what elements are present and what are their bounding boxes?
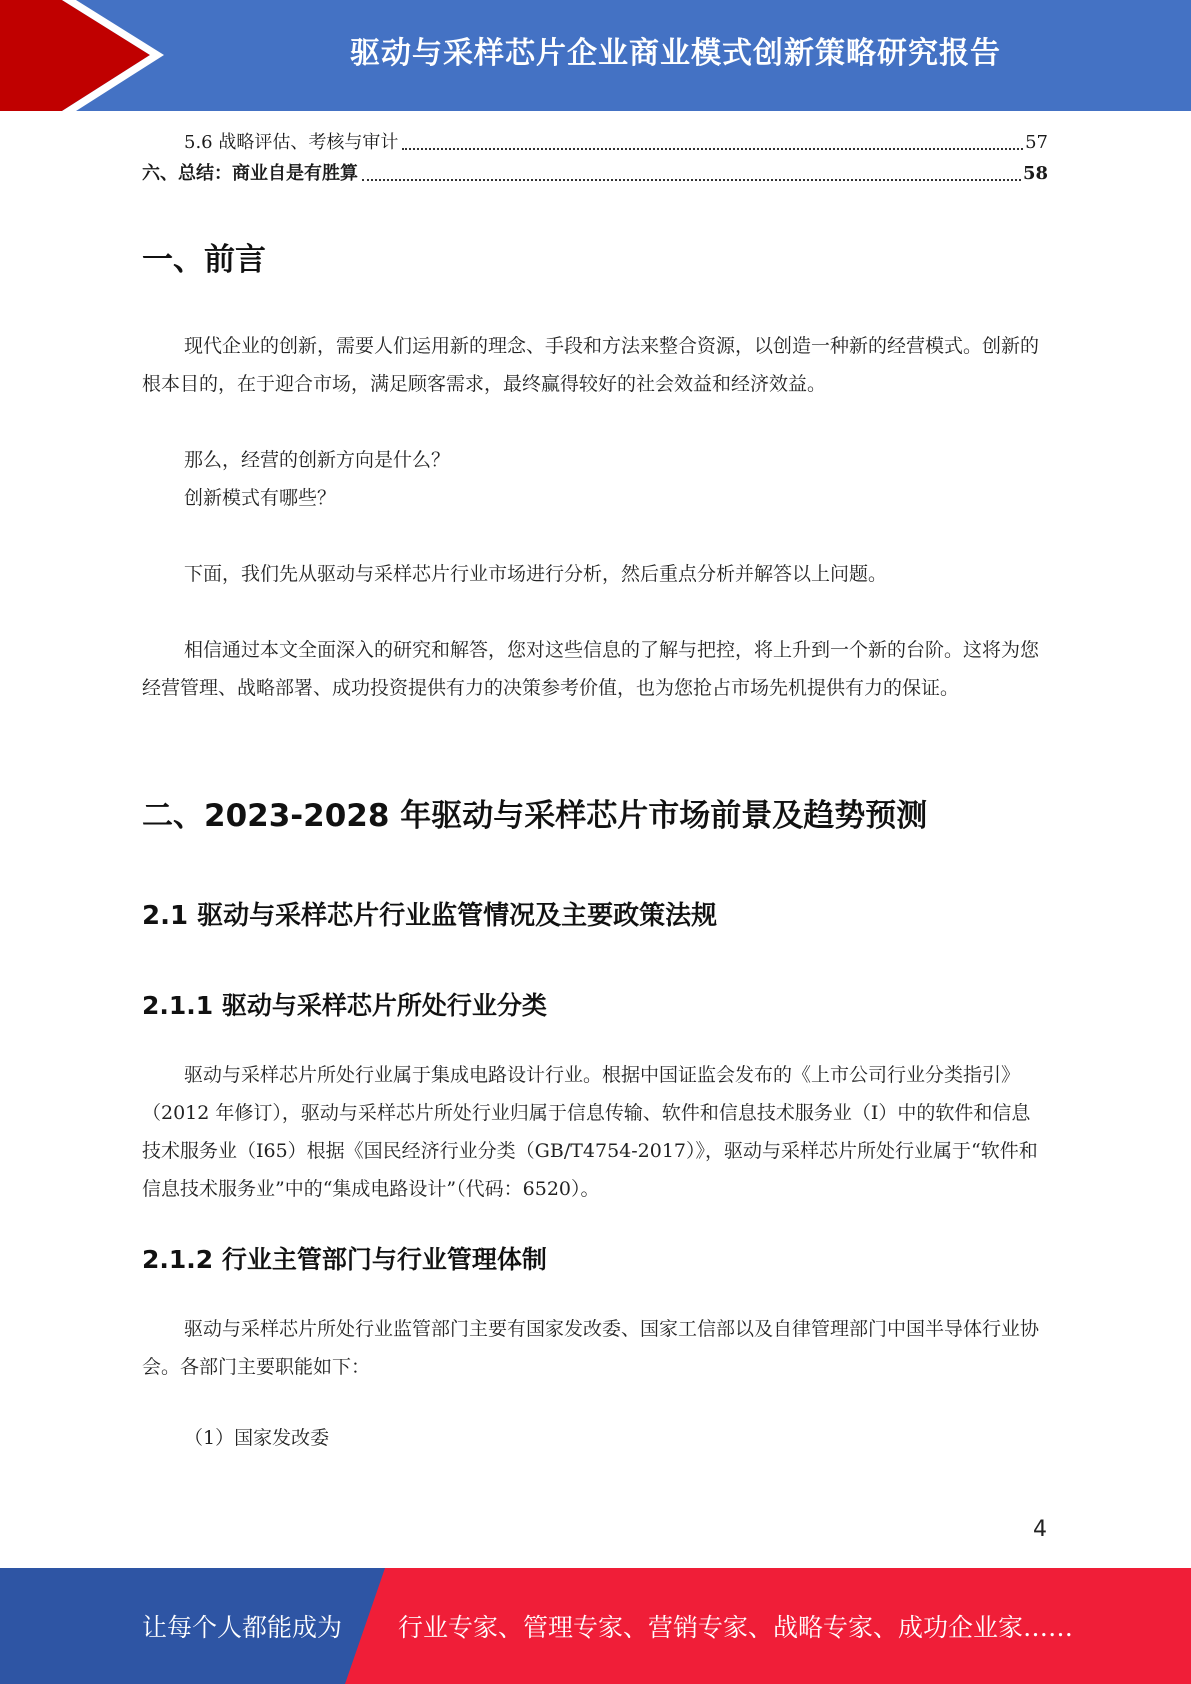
- toc-entry[interactable]: [142, 162, 1048, 186]
- paragraph: 驱动与采样芯片所处行业属于集成电路设计行业。根据中国证监会发布的《上市公司行业分类指引》（2012 年修订），驱动与采样芯片所处行业归属于信息传输、软件和信息技术服务业（I）中的软件和信息技术服务业（I65）根据《国民经济行业分类（GB/T4754-2017）》，驱动与采样芯片所处行业属于“软件和信息技术服务业”中的“集成电路设计”（代码：6520）。: [142, 1064, 1038, 1200]
- question-line: 创新模式有哪些？: [184, 487, 337, 509]
- toc-leader: [362, 179, 1021, 181]
- document-title: 驱动与采样芯片企业商业模式创新策略研究报告: [350, 36, 1001, 71]
- toc-leader: [402, 148, 1023, 150]
- toc-entry-page: 57: [1025, 132, 1048, 153]
- chevron-arrow-icon: [0, 0, 200, 111]
- list-item: （1）国家发改委: [184, 1427, 330, 1449]
- paragraph: 下面，我们先从驱动与采样芯片行业市场进行分析，然后重点分析并解答以上问题。: [184, 563, 888, 585]
- paragraph: 驱动与采样芯片所处行业监管部门主要有国家发改委、国家工信部以及自律管理部门中国半导体行业协会。各部门主要职能如下：: [142, 1318, 1040, 1378]
- section-heading-market-forecast: 二、2023-2028 年驱动与采样芯片市场前景及趋势预测: [142, 798, 928, 834]
- subsubsection-heading: 2.1.1 驱动与采样芯片所处行业分类: [142, 991, 547, 1020]
- toc-entry-title: 5.6 战略评估、考核与审计: [184, 132, 399, 153]
- toc-entry-page: 58: [1022, 163, 1048, 184]
- toc-entry-title: 六、总结：商业自是有胜算: [142, 163, 358, 184]
- section-heading-preface: 一、前言: [142, 242, 266, 278]
- footer-slogan-right: 行业专家、管理专家、营销专家、战略专家、成功企业家……: [398, 1613, 1074, 1642]
- subsubsection-heading: 2.1.2 行业主管部门与行业管理体制: [142, 1245, 547, 1274]
- page-number: 4: [1033, 1517, 1047, 1542]
- paragraph: 现代企业的创新，需要人们运用新的理念、手段和方法来整合资源，以创造一种新的经营模式。创新的根本目的，在于迎合市场，满足顾客需求，最终赢得较好的社会效益和经济效益。: [142, 335, 1040, 395]
- question-line: 那么，经营的创新方向是什么？: [184, 449, 451, 471]
- paragraph: 相信通过本文全面深入的研究和解答，您对这些信息的了解与把控，将上升到一个新的台阶。这将为您经营管理、战略部署、成功投资提供有力的决策参考价值，也为您抢占市场先机提供有力的保证。: [142, 639, 1040, 699]
- toc-entry[interactable]: [184, 131, 1048, 155]
- subsection-heading: 2.1 驱动与采样芯片行业监管情况及主要政策法规: [142, 901, 718, 931]
- footer-slogan-left: 让每个人都能成为: [142, 1613, 343, 1642]
- footer-banner: [0, 1568, 1191, 1684]
- header-banner: [0, 0, 1191, 111]
